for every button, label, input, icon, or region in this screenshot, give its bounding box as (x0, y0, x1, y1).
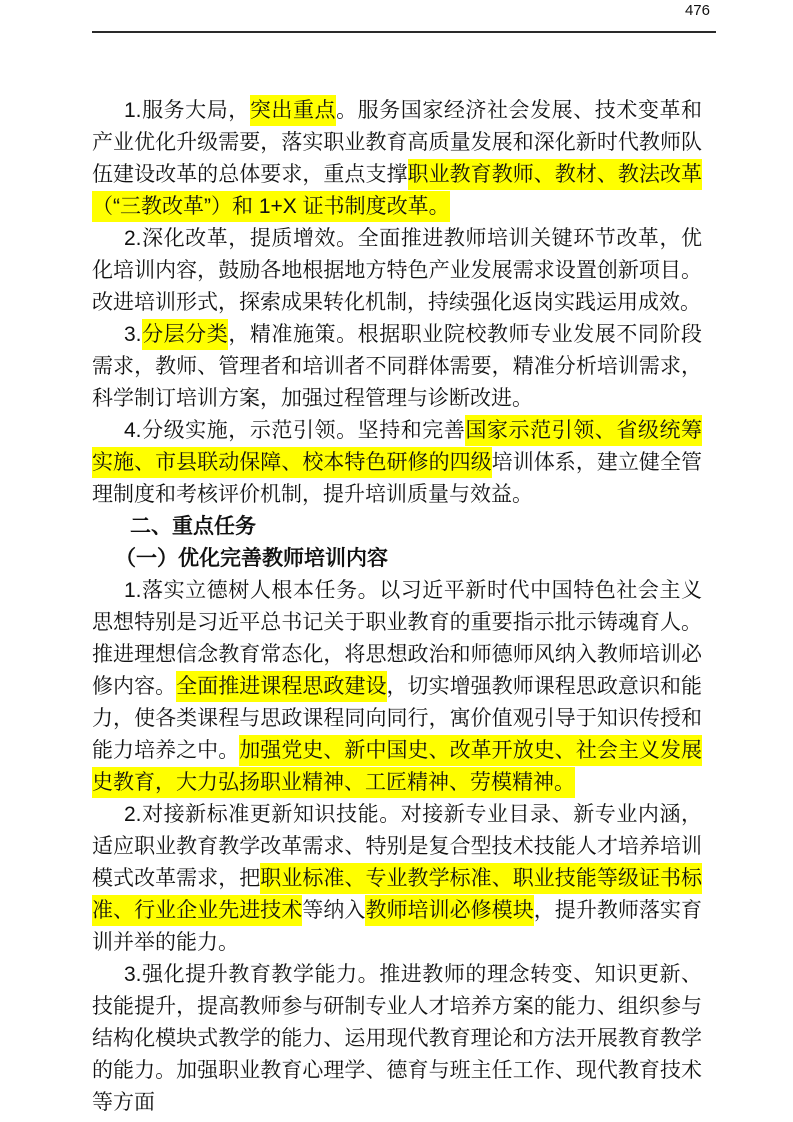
document-paragraph (92, 959, 702, 1119)
text-run: （一）优化完善教师培训内容 (115, 547, 388, 570)
text-run: 。服务国家经济社会发展、技术变革和产业优化升级需要，落实职业教育高质量发展和深化新时代教师队伍建设改革的总体要求，重点支撑 (92, 99, 703, 186)
text-run: ，提升教师落实育训并举的能力。 (92, 899, 703, 954)
highlighted-text: 全面推进课程思政建设 (176, 671, 386, 702)
highlighted-text: 职业教育教师、教材、教法改革（“三教改革”）和 1+X 证书制度改革。 (92, 159, 702, 222)
text-run: 3. (124, 323, 142, 346)
highlighted-text: 加强党史、新中国史、改革开放史、社会主义发展史教育，大力弘扬职业精神、工匠精神、劳模精神。 (92, 735, 702, 798)
text-run: 1.落实立德树人根本任务。以习近平新时代中国特色社会主义思想特别是习近平总书记关于职业教育的重要指示批示铸魂育人。推进理想信念教育常态化，将思想政治和师德师风纳入教师培训必修内容。 (92, 579, 702, 698)
highlighted-text: 分层分类 (142, 319, 229, 350)
header-rule (92, 31, 716, 33)
text-run: 二、重点任务 (130, 515, 256, 538)
highlighted-text: 教师培训必修模块 (365, 895, 533, 926)
document-paragraph (92, 575, 702, 799)
text-run: 等纳入 (302, 899, 366, 922)
section-heading (92, 511, 702, 543)
text-run: 2.深化改革，提质增效。全面推进教师培训关键环节改革，优化培训内容，鼓励各地根据地方特色产业发展需求设置创新项目。改进培训形式，探索成果转化机制，持续强化返岗实践运用成效。 (92, 227, 702, 314)
text-run: ，精准施策。根据职业院校教师专业发展不同阶段需求，教师、管理者和培训者不同群体需要，精准分析培训需求，科学制订培训方案，加强过程管理与诊断改进。 (92, 323, 703, 410)
document-paragraph (92, 223, 702, 319)
text-run: 4.分级实施，示范引领。坚持和完善 (124, 419, 466, 442)
text-run: 3.强化提升教育教学能力。推进教师的理念转变、知识更新、技能提升，提高教师参与研制专业人才培养方案的能力、组织参与结构化模块式教学的能力、运用现代教育理论和方法开展教育教学的能力。加强职业教育心理学、德育与班主任工作、现代教育技术等方面 (92, 963, 702, 1114)
text-run: 1.服务大局， (124, 99, 250, 122)
document-paragraph (92, 319, 702, 415)
highlighted-text: 突出重点 (250, 95, 336, 126)
document-paragraph (92, 95, 702, 223)
document-paragraph (92, 415, 702, 511)
document-paragraph (92, 799, 702, 959)
highlighted-text: 国家示范引领、省级统筹实施、市县联动保障、校本特色研修的四级 (92, 415, 702, 478)
highlighted-text: 职业标准、专业教学标准、职业技能等级证书标准、行业企业先进技术 (92, 863, 702, 926)
text-run: 培训体系，建立健全管理制度和考核评价机制，提升培训质量与效益。 (92, 451, 703, 506)
section-heading (92, 543, 702, 575)
text-run: ，切实增强教师课程思政意识和能力，使各类课程与思政课程同向同行，寓价值观引导于知识传授和能力培养之中。 (92, 675, 703, 762)
document-body (92, 95, 702, 1119)
page-number: 476 (684, 2, 710, 19)
text-run: 2.对接新标准更新知识技能。对接新专业目录、新专业内涵，适应职业教育教学改革需求、特别是复合型技术技能人才培养培训模式改革需求，把 (92, 803, 702, 890)
